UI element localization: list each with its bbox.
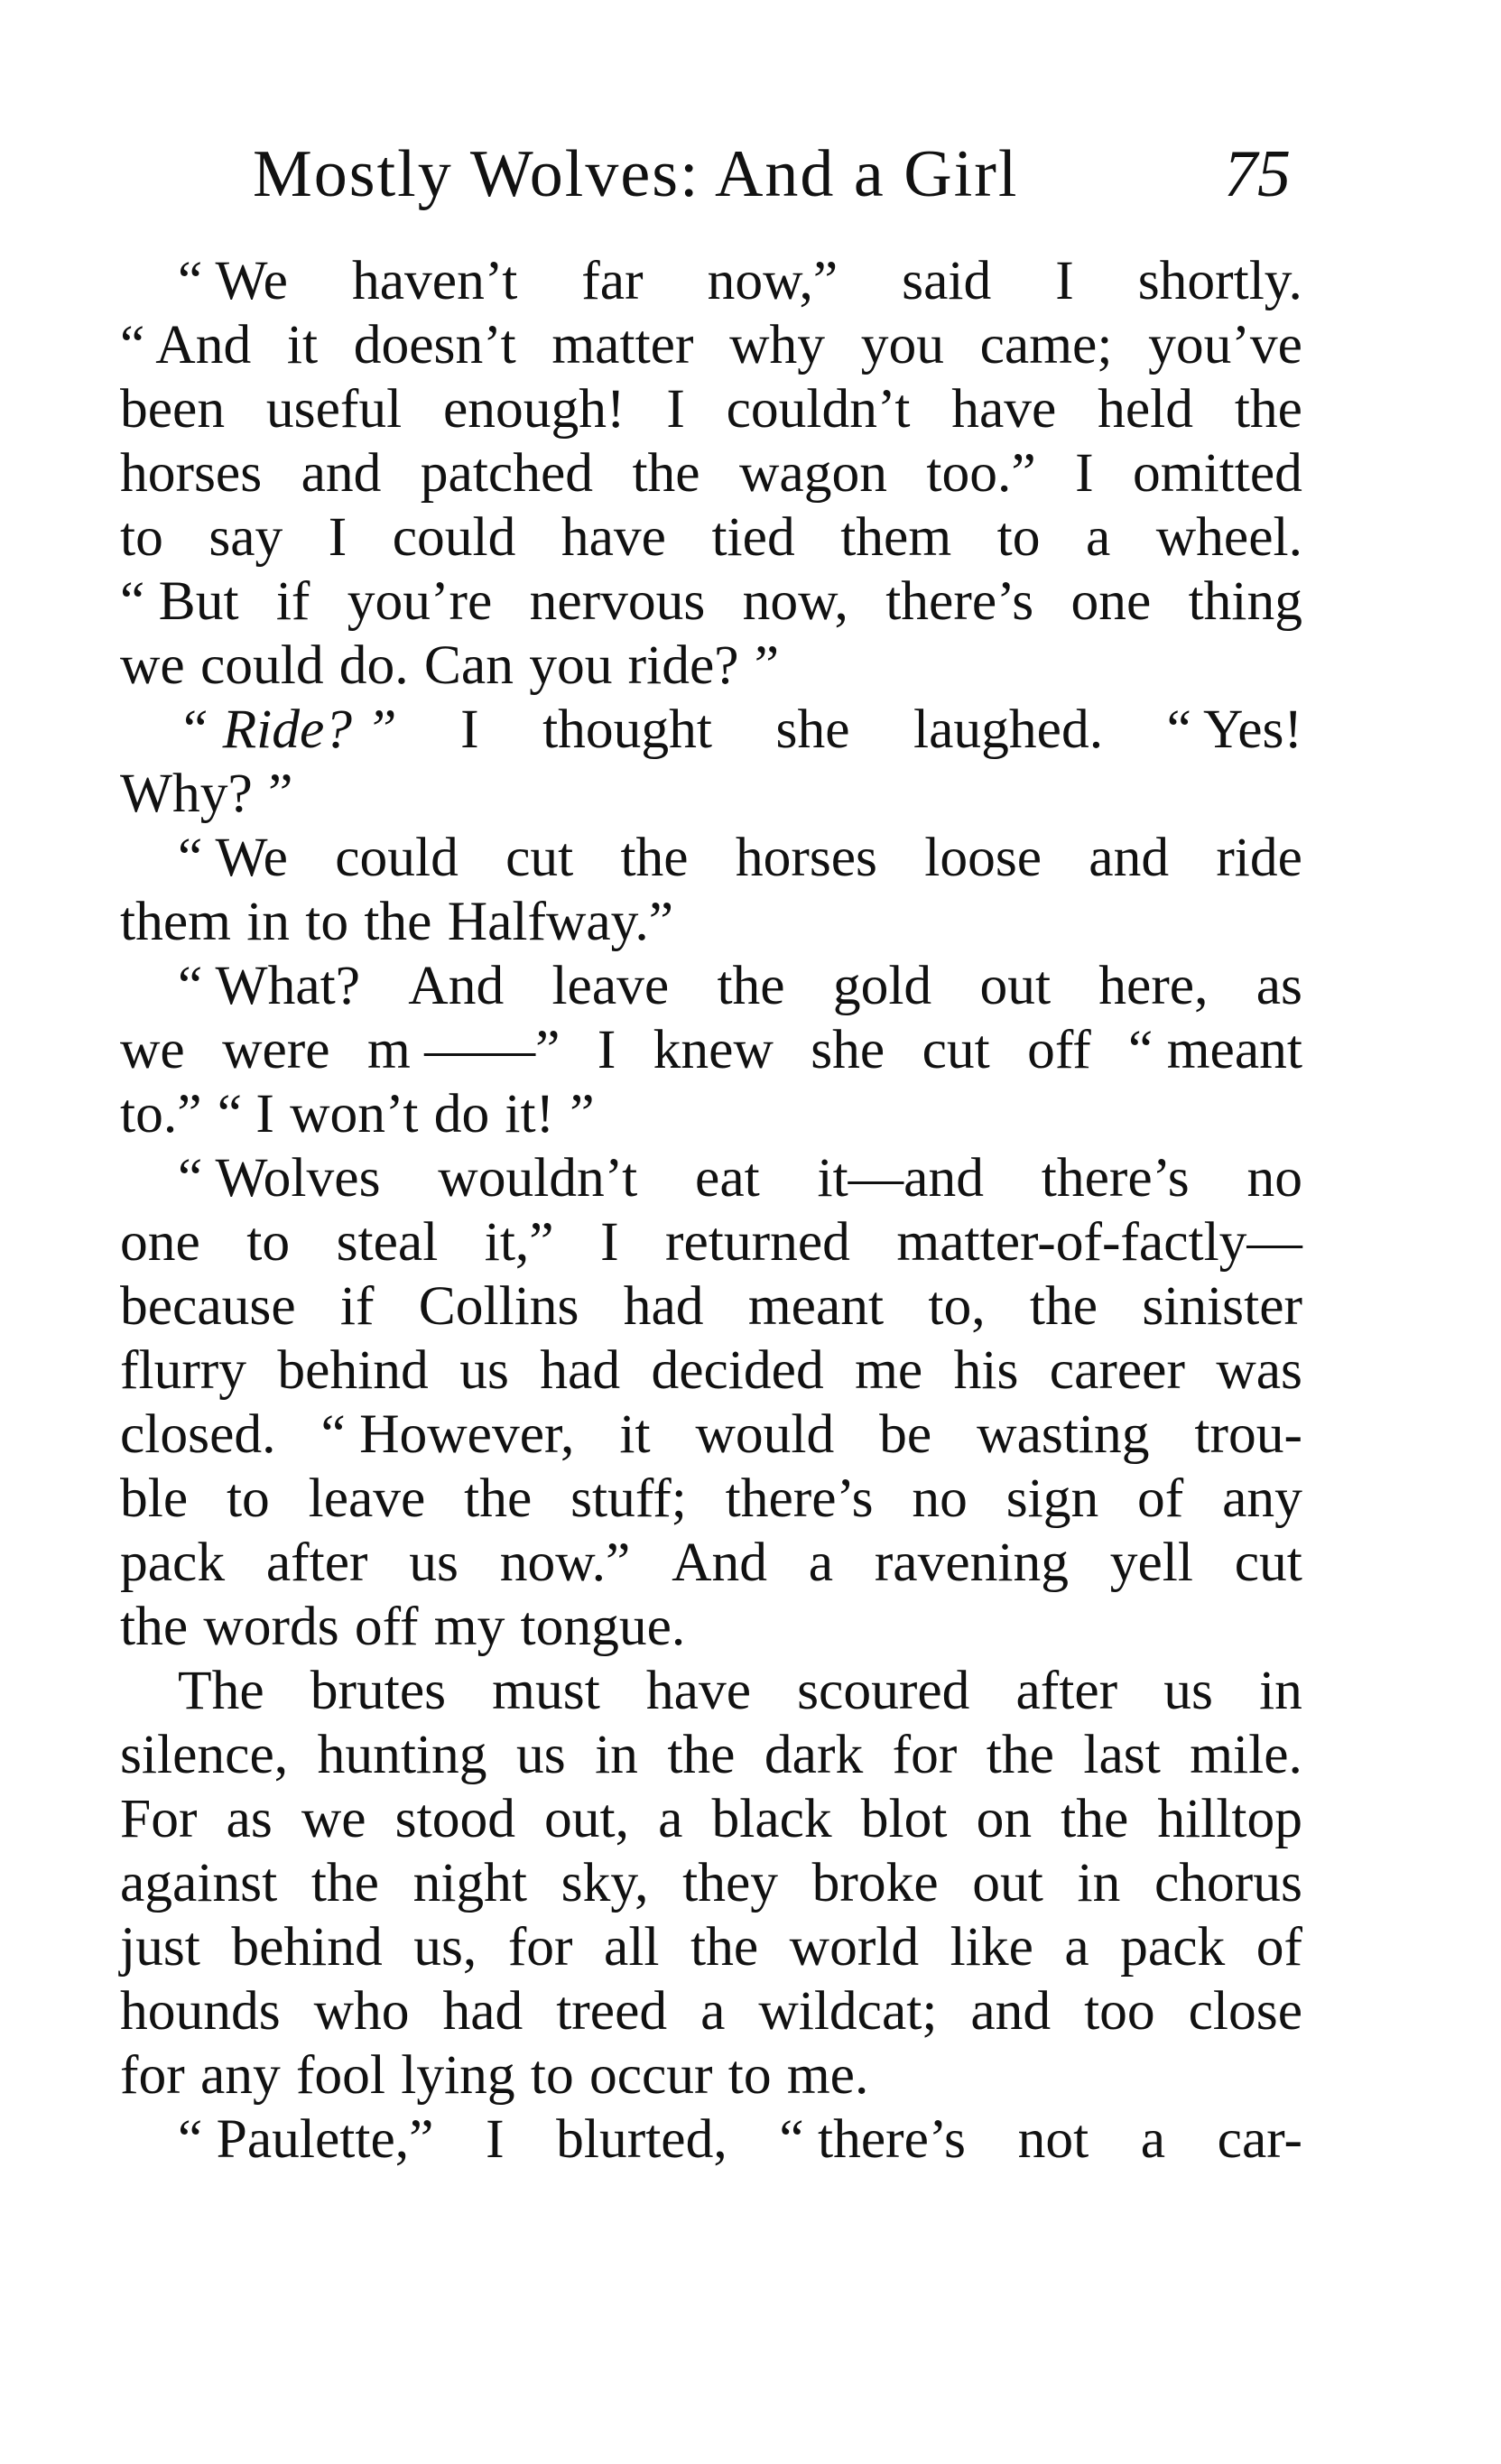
word: not — [1017, 2108, 1089, 2170]
text-line — [120, 1146, 1302, 1210]
word: doesn’t — [353, 314, 516, 375]
text-line — [120, 2043, 1302, 2107]
word: world — [789, 1916, 920, 1978]
word: the — [667, 1724, 736, 1785]
word: no — [912, 1468, 968, 1529]
text-line — [120, 1595, 1302, 1659]
word: “ Paulette,” — [178, 2108, 434, 2170]
word: decided — [651, 1339, 824, 1401]
word: leave — [551, 955, 670, 1016]
word: have — [645, 1660, 751, 1721]
word: us — [1163, 1660, 1213, 1721]
text-line — [120, 1082, 1302, 1146]
word: ravening — [874, 1532, 1069, 1593]
word: of — [1255, 1916, 1302, 1978]
word: Collins — [418, 1275, 579, 1337]
word: too.” — [926, 442, 1036, 504]
word: “ And — [120, 314, 252, 375]
word: to — [727, 2044, 772, 2106]
word: on — [976, 1788, 1033, 1849]
text-line — [120, 441, 1302, 505]
word: matter — [551, 314, 694, 375]
word: there’s — [1041, 1147, 1190, 1209]
word: had — [540, 1339, 621, 1401]
text-line — [120, 313, 1302, 377]
word: the — [632, 442, 700, 504]
word: had — [442, 1980, 523, 2042]
word: as — [226, 1788, 273, 1849]
word: she — [811, 1019, 885, 1080]
word: the — [1234, 378, 1302, 440]
word: I — [597, 1019, 616, 1080]
text-line — [120, 1210, 1302, 1274]
word: to — [996, 506, 1041, 568]
word: stuff; — [570, 1468, 687, 1529]
word: us, — [413, 1916, 477, 1978]
word: gold — [832, 955, 932, 1016]
word: after — [265, 1532, 368, 1593]
word: thing — [1188, 570, 1302, 632]
word: ride? — [627, 635, 739, 696]
word: wasting — [977, 1403, 1150, 1465]
word: leave — [308, 1468, 426, 1529]
word: to.” — [120, 1083, 202, 1144]
text-line — [120, 1531, 1302, 1595]
text-line — [120, 634, 1302, 698]
word: “ What? — [178, 955, 361, 1016]
word: the — [620, 827, 689, 888]
word: returned — [665, 1211, 850, 1273]
word: hilltop — [1157, 1788, 1302, 1849]
word: held — [1098, 378, 1194, 440]
word: hunting — [317, 1724, 487, 1785]
word: I — [328, 506, 347, 568]
word: we — [120, 1019, 185, 1080]
word: one — [1070, 570, 1152, 632]
word: sinister — [1142, 1275, 1302, 1337]
word: do — [433, 1083, 490, 1144]
word: For — [120, 1788, 198, 1849]
word: mile. — [1190, 1724, 1302, 1785]
word: us — [409, 1532, 459, 1593]
word: fool — [295, 2044, 386, 2106]
word: and — [1089, 827, 1170, 888]
word: the — [1029, 1275, 1098, 1337]
word: out — [979, 955, 1052, 1016]
word: “ We — [178, 250, 288, 311]
word: his — [953, 1339, 1019, 1401]
word: if — [339, 1275, 375, 1337]
word: a — [1085, 506, 1111, 568]
word: she — [775, 699, 850, 760]
word: omitted — [1133, 442, 1302, 504]
text-line — [120, 1851, 1302, 1915]
word: ” — [754, 635, 780, 696]
word: horses — [120, 442, 263, 504]
word: “ I — [217, 1083, 274, 1144]
word: laughed. — [913, 699, 1104, 760]
running-head-title: Mostly Wolves: And a Girl — [253, 137, 1019, 211]
word: the — [986, 1724, 1054, 1785]
word: blot — [860, 1788, 948, 1849]
text-line — [120, 1787, 1302, 1851]
word: “ We — [178, 827, 288, 888]
word: Can — [423, 635, 514, 696]
word: it! — [505, 1083, 555, 1144]
word: to — [305, 891, 349, 952]
word: shortly. — [1137, 250, 1302, 311]
word: had — [623, 1275, 704, 1337]
word: blurted, — [556, 2108, 727, 2170]
word: ” — [268, 763, 293, 824]
word: dark — [764, 1724, 864, 1785]
word: the — [364, 891, 432, 952]
word: why — [729, 314, 826, 375]
word: a — [658, 1788, 683, 1849]
word: hounds — [120, 1980, 281, 2042]
word: the — [464, 1468, 533, 1529]
word: my — [433, 1596, 505, 1657]
word: as — [1255, 955, 1302, 1016]
word: “ there’s — [779, 2108, 966, 2170]
word: scoured — [797, 1660, 970, 1721]
word: night — [412, 1852, 528, 1913]
word: couldn’t — [726, 378, 911, 440]
text-line — [120, 1274, 1302, 1339]
word: And — [408, 955, 505, 1016]
word: you — [529, 635, 613, 696]
word: I — [460, 699, 479, 760]
body-text — [120, 249, 1302, 2172]
text-line — [120, 1018, 1302, 1082]
word: wagon — [739, 442, 887, 504]
word: there’s — [725, 1468, 874, 1529]
word: the — [120, 1596, 189, 1657]
word: trou- — [1194, 1403, 1302, 1465]
word: eat — [695, 1147, 760, 1209]
word: it — [286, 314, 319, 375]
word: to — [226, 1468, 270, 1529]
word: off — [354, 1596, 419, 1657]
word: stood — [394, 1788, 515, 1849]
text-line — [120, 2107, 1302, 2172]
word: too — [1084, 1980, 1155, 2042]
word: in — [1259, 1660, 1302, 1721]
word: now.” — [499, 1532, 631, 1593]
word: the — [310, 1852, 379, 1913]
text-line — [120, 1979, 1302, 2043]
word: a — [700, 1980, 726, 2042]
word: have — [951, 378, 1057, 440]
word: could — [392, 506, 516, 568]
word: any — [1222, 1468, 1302, 1529]
word: be — [879, 1403, 932, 1465]
word: and — [301, 442, 382, 504]
word: behind — [277, 1339, 429, 1401]
text-line — [120, 505, 1302, 570]
word: chorus — [1154, 1852, 1302, 1913]
word: ride — [1216, 827, 1302, 888]
word: “ But — [120, 570, 239, 632]
word: behind — [231, 1916, 383, 1978]
word: ” — [570, 1083, 595, 1144]
word: for — [507, 1916, 573, 1978]
word: was — [1216, 1339, 1302, 1401]
page-number: 75 — [1224, 137, 1291, 211]
word: of — [1137, 1468, 1184, 1529]
word: cut — [1234, 1532, 1302, 1593]
word: a — [1064, 1916, 1089, 1978]
word: just — [120, 1916, 200, 1978]
word: they — [682, 1852, 778, 1913]
word: loose — [924, 827, 1042, 888]
text-line — [120, 890, 1302, 954]
word: nervous — [529, 570, 706, 632]
word: came; — [979, 314, 1113, 375]
word: to — [530, 2044, 574, 2106]
word: the — [717, 955, 785, 1016]
word: sign — [1005, 1468, 1099, 1529]
word: I — [600, 1211, 619, 1273]
word: you’ve — [1148, 314, 1302, 375]
word: and — [970, 1980, 1052, 2042]
text-line — [120, 1339, 1302, 1403]
text-line — [120, 570, 1302, 634]
word: “ Yes! — [1166, 699, 1302, 760]
word: “ meant — [1128, 1019, 1302, 1080]
word: I — [666, 378, 685, 440]
word: horses — [735, 827, 877, 888]
word: wheel. — [1155, 506, 1302, 568]
word: like — [950, 1916, 1033, 1978]
word: it—and — [817, 1147, 984, 1209]
word: broke — [811, 1852, 939, 1913]
word: out — [972, 1852, 1043, 1913]
word: haven’t — [351, 250, 518, 311]
word: against — [120, 1852, 278, 1913]
word: in — [246, 891, 291, 952]
word: out, — [544, 1788, 630, 1849]
word: steal — [336, 1211, 439, 1273]
word: were — [222, 1019, 330, 1080]
word: pack — [1120, 1916, 1226, 1978]
word: black — [711, 1788, 832, 1849]
text-line — [120, 826, 1302, 890]
word: us — [515, 1724, 566, 1785]
word: close — [1188, 1980, 1302, 2042]
word: a — [808, 1532, 834, 1593]
word: because — [120, 1275, 296, 1337]
word: “ However, — [320, 1403, 575, 1465]
word: wouldn’t — [438, 1147, 638, 1209]
word: sky, — [561, 1852, 649, 1913]
text-line — [120, 249, 1302, 313]
word: it — [619, 1403, 651, 1465]
word: could — [335, 827, 459, 888]
word: we — [120, 635, 185, 696]
word: enough! — [442, 378, 625, 440]
word: Halfway.” — [447, 891, 674, 952]
running-head — [253, 134, 1291, 215]
text-line — [120, 762, 1302, 826]
word: last — [1083, 1724, 1161, 1785]
word: must — [492, 1660, 600, 1721]
word: I — [1075, 442, 1094, 504]
word: no — [1246, 1147, 1302, 1209]
word: could — [199, 635, 324, 696]
word: after — [1015, 1660, 1118, 1721]
word: to — [246, 1211, 291, 1273]
word: career — [1049, 1339, 1185, 1401]
word: have — [561, 506, 666, 568]
word: tied — [711, 506, 795, 568]
word: yell — [1109, 1532, 1193, 1593]
word: won’t — [290, 1083, 419, 1144]
word: pack — [120, 1532, 226, 1593]
word: occur — [588, 2044, 713, 2106]
word: it,” — [484, 1211, 554, 1273]
word: all — [604, 1916, 660, 1978]
word: I — [486, 2108, 505, 2170]
text-line — [120, 698, 1302, 762]
word: them — [120, 891, 231, 952]
word: flurry — [120, 1339, 247, 1401]
word: cut — [505, 827, 574, 888]
word: car- — [1217, 2108, 1302, 2170]
word: me — [855, 1339, 923, 1401]
word: there’s — [885, 570, 1034, 632]
text-line — [120, 1915, 1302, 1979]
word: tongue. — [520, 1596, 686, 1657]
word: in — [595, 1724, 638, 1785]
word: the — [1061, 1788, 1129, 1849]
text-line — [120, 1467, 1302, 1531]
word: wildcat; — [758, 1980, 938, 2042]
word: do. — [338, 635, 409, 696]
word: me. — [786, 2044, 869, 2106]
word: I — [1055, 250, 1074, 311]
word: you — [860, 314, 944, 375]
word: the — [690, 1916, 759, 1978]
word: you’re — [347, 570, 493, 632]
word: would — [695, 1403, 835, 1465]
word: thought — [542, 699, 713, 760]
word: knew — [653, 1019, 774, 1080]
text-line — [120, 1723, 1302, 1787]
word: for — [892, 1724, 958, 1785]
word: useful — [265, 378, 403, 440]
word: far — [581, 250, 644, 311]
word: treed — [556, 1980, 668, 2042]
word: m ——” — [366, 1019, 561, 1080]
word: silence, — [120, 1724, 289, 1785]
word: “ Wolves — [178, 1147, 381, 1209]
word: The — [178, 1660, 264, 1721]
word: if — [275, 570, 310, 632]
word: a — [1140, 2108, 1166, 2170]
word: said — [902, 250, 992, 311]
word: meant — [747, 1275, 885, 1337]
word: to, — [928, 1275, 986, 1337]
text-line — [120, 954, 1302, 1018]
word: off — [1027, 1019, 1091, 1080]
word: And — [672, 1532, 767, 1593]
word: we — [301, 1788, 366, 1849]
word: patched — [420, 442, 594, 504]
text-line — [120, 377, 1302, 441]
word: lying — [401, 2044, 515, 2106]
word: Why? — [120, 763, 253, 824]
text-line — [120, 1659, 1302, 1723]
word: matter-of-factly— — [896, 1211, 1302, 1273]
word: here, — [1098, 955, 1209, 1016]
word: for — [120, 2044, 185, 2106]
word: closed. — [120, 1403, 276, 1465]
text-line — [120, 1403, 1302, 1467]
word: any — [199, 2044, 281, 2106]
word: in — [1077, 1852, 1121, 1913]
word: been — [120, 378, 226, 440]
word: who — [313, 1980, 410, 2042]
word: cut — [922, 1019, 990, 1080]
word: them — [840, 506, 952, 568]
word: say — [208, 506, 283, 568]
word: brutes — [310, 1660, 447, 1721]
word: one — [120, 1211, 200, 1273]
word: to — [120, 506, 163, 568]
word: words — [203, 1596, 339, 1657]
word: now, — [742, 570, 848, 632]
word: “ Ride? ” — [178, 699, 397, 760]
word: now,” — [707, 250, 839, 311]
word: us — [459, 1339, 509, 1401]
word: ble — [120, 1468, 189, 1529]
